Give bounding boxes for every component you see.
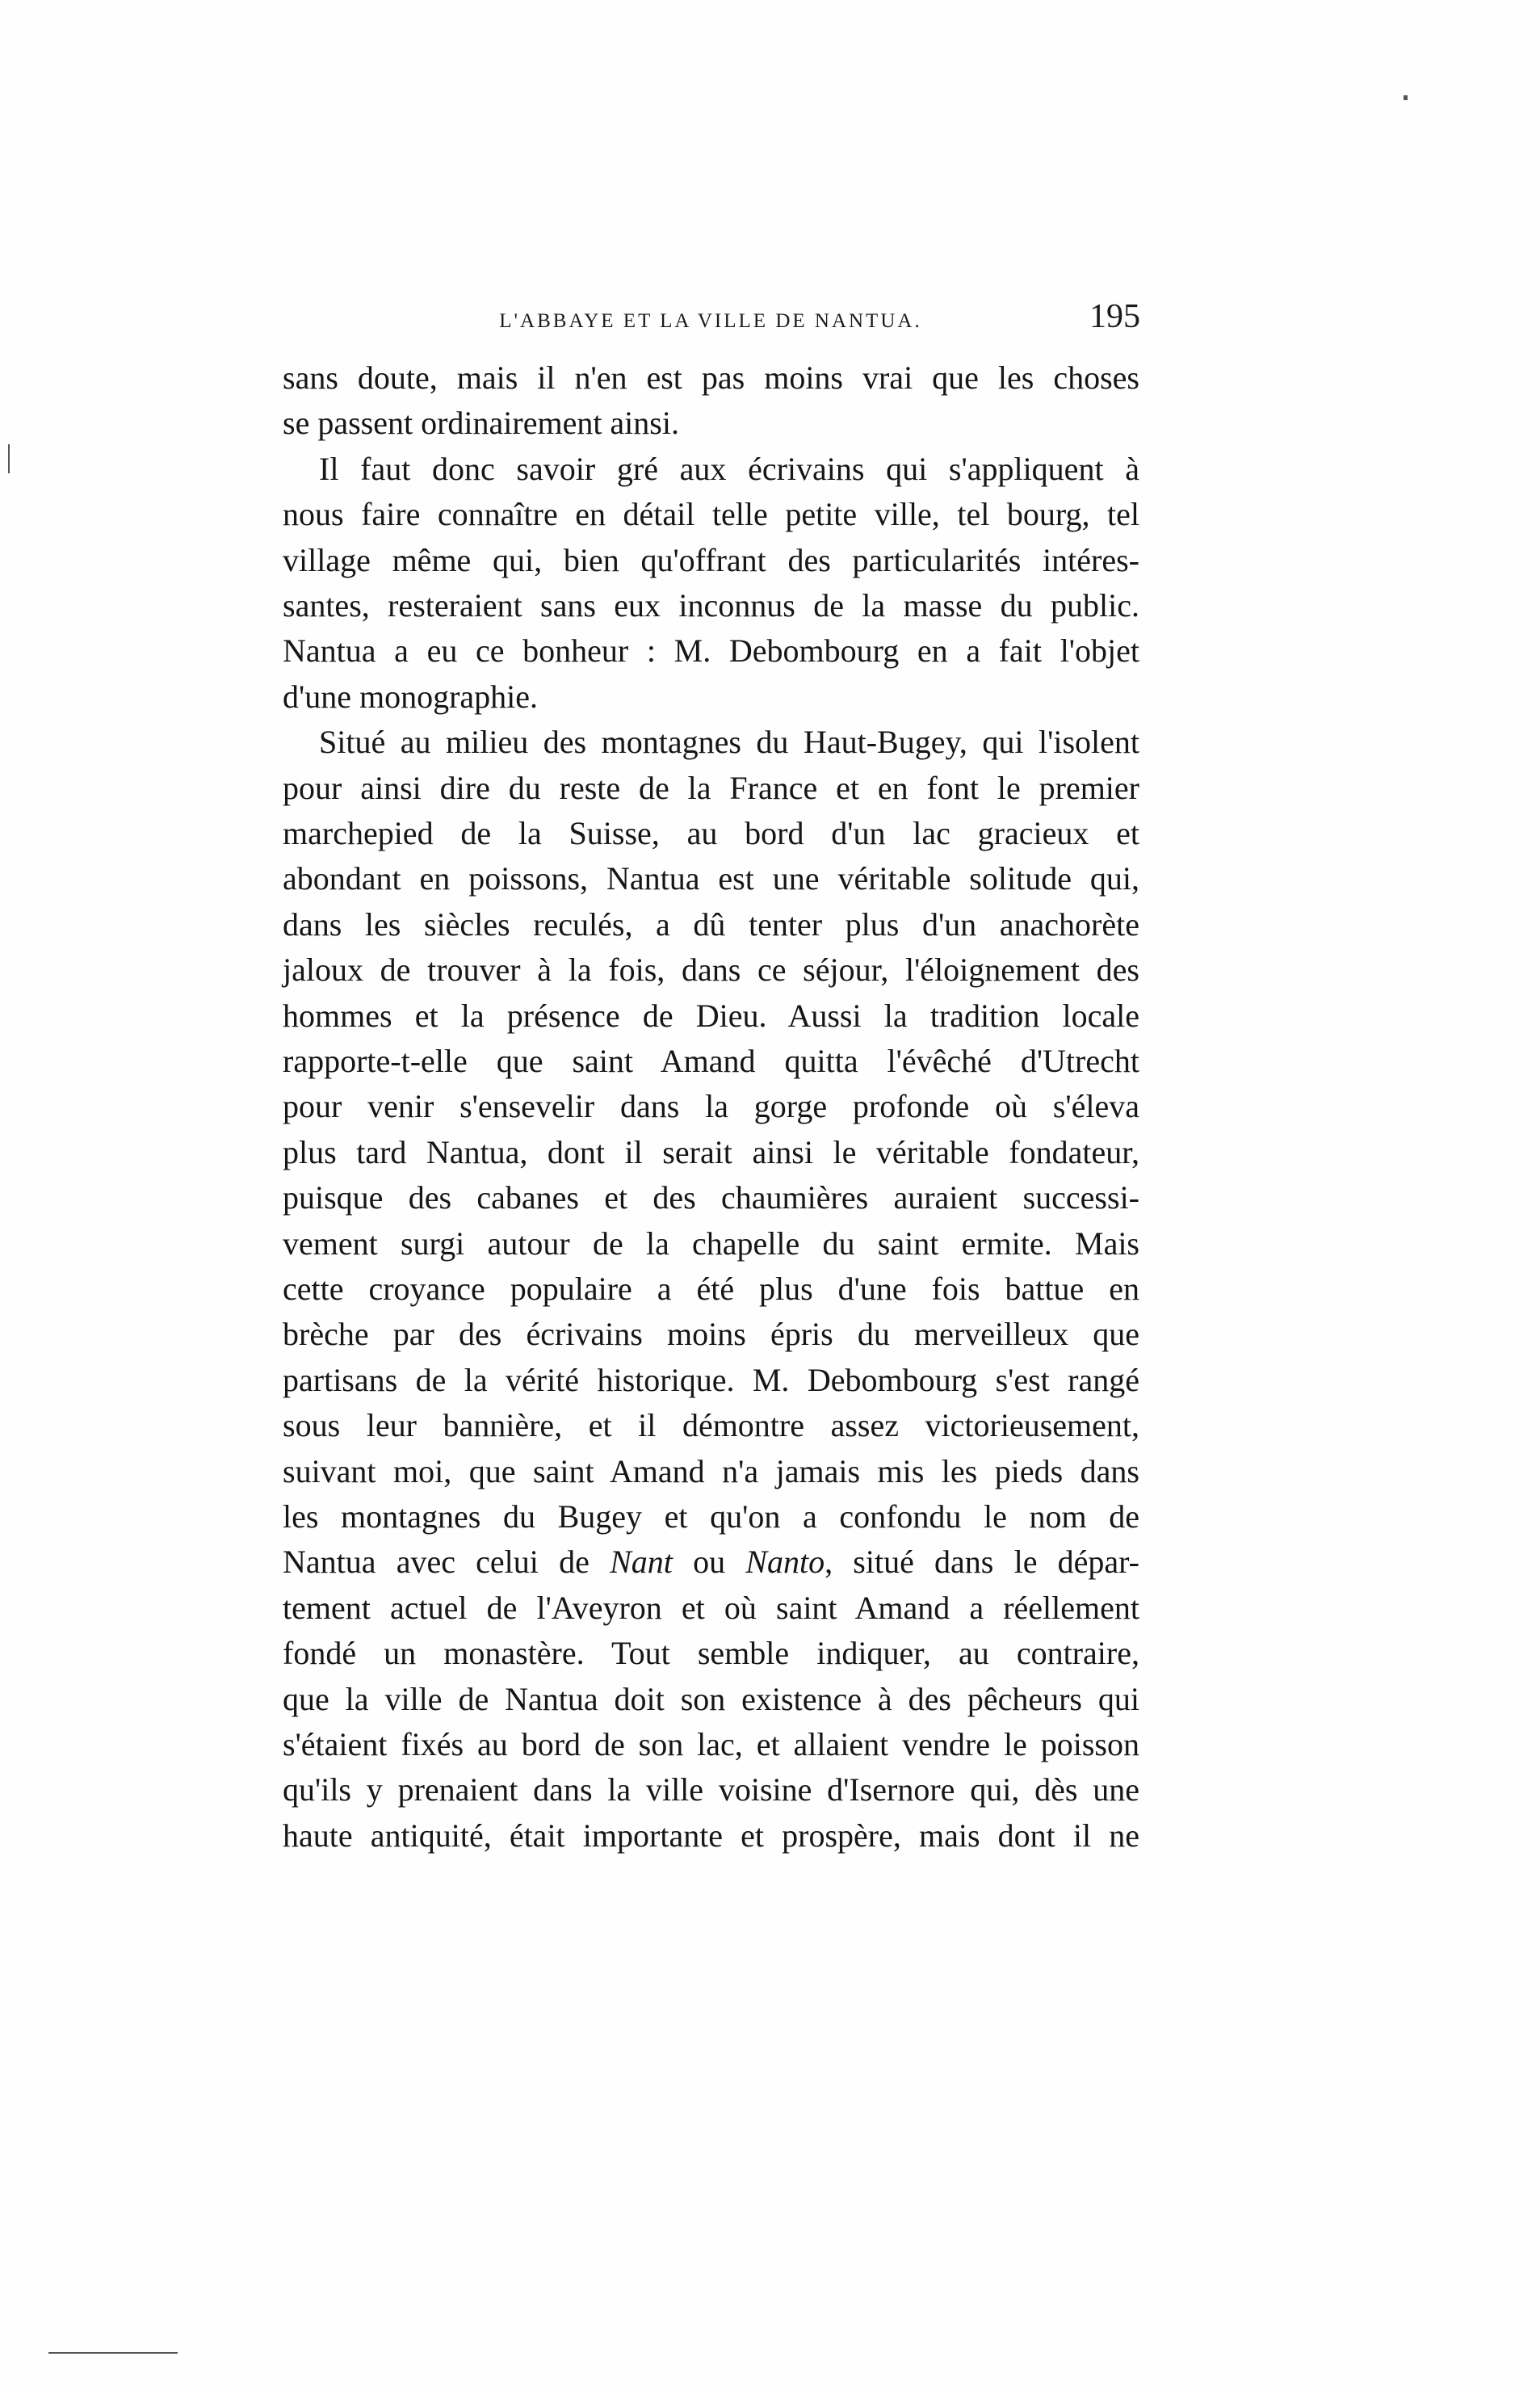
text-line: s'étaient fixés au bord de son lac, et allaient vendre le poisson — [283, 1726, 1139, 1762]
text-line: cette croyance populaire a été plus d'une fois battue en — [283, 1271, 1139, 1307]
text-line — [283, 1540, 1139, 1585]
text-line: fondé un monastère. Tout semble indiquer, au contraire, — [283, 1635, 1139, 1672]
text-line: sous leur bannière, et il démontre assez victorieusement, — [283, 1407, 1139, 1444]
text-line: se passent ordinairement ainsi. — [283, 405, 679, 442]
text-line: brèche par des écrivains moins épris du merveilleux que — [283, 1316, 1139, 1353]
page-number: 195 — [1089, 298, 1140, 335]
text-line: dans les siècles reculés, a dû tenter plus d'un anachorète — [283, 905, 1139, 943]
text-line: nous faire connaître en détail telle petite ville, tel bourg, tel — [283, 496, 1139, 533]
text-line: Situé au milieu des montagnes du Haut-Bugey, qui l'isolent — [319, 724, 1139, 761]
scan-speck — [1404, 95, 1408, 100]
text-line: marchepied de la Suisse, au bord d'un lac gracieux et — [283, 815, 1139, 851]
running-header: L'ABBAYE ET LA VILLE DE NANTUA. — [499, 310, 922, 332]
text-line: hommes et la présence de Dieu. Aussi la tradition locale — [283, 997, 1139, 1034]
text-line: pour ainsi dire du reste de la France et en font le premier — [283, 769, 1139, 806]
text-line: que la ville de Nantua doit son existence à des pêcheurs qui — [283, 1680, 1139, 1717]
italic-text: Nanto — [745, 1544, 825, 1581]
italic-text: Nant — [610, 1544, 673, 1581]
text-line: qu'ils y prenaient dans la ville voisine d'Isernore qui, dès une — [283, 1771, 1139, 1808]
text-line: village même qui, bien qu'offrant des particularités intéres- — [283, 541, 1139, 578]
text-segment: , situé dans le dépar- — [825, 1544, 1139, 1581]
text-line: sans doute, mais il n'en est pas moins vrai que les choses — [283, 359, 1139, 396]
text-line: pour venir s'ensevelir dans la gorge profonde où s'éleva — [283, 1088, 1139, 1125]
text-line: vement surgi autour de la chapelle du saint ermite. Mais — [283, 1225, 1139, 1262]
text-line: puisque des cabanes et des chaumières auraient successi- — [283, 1179, 1139, 1216]
text-line: rapporte-t-elle que saint Amand quitta l'évêché d'Utrecht — [283, 1043, 1139, 1079]
text-line: plus tard Nantua, dont il serait ainsi le véritable fondateur, — [283, 1133, 1139, 1170]
text-line: les montagnes du Bugey et qu'on a confondu le nom de — [283, 1498, 1139, 1535]
text-line: abondant en poissons, Nantua est une véritable solitude qui, — [283, 860, 1139, 897]
scan-bottom-rule — [48, 2352, 178, 2354]
text-segment: Nantua avec celui de — [283, 1544, 611, 1581]
text-line: tement actuel de l'Aveyron et où saint Amand a réellement — [283, 1589, 1139, 1626]
text-line: jaloux de trouver à la fois, dans ce séjour, l'éloignement des — [283, 951, 1139, 989]
text-segment: ou — [672, 1544, 746, 1581]
text-line: haute antiquité, était importante et prospère, mais dont il ne — [283, 1817, 1139, 1854]
scan-edge-line — [8, 444, 10, 473]
text-line: d'une monographie. — [283, 678, 539, 715]
text-line: Il faut donc savoir gré aux écrivains qui s'appliquent à — [319, 450, 1139, 487]
text-line: partisans de la vérité historique. M. Debombourg s'est rangé — [283, 1361, 1139, 1398]
text-line: santes, resteraient sans eux inconnus de la masse du public. — [283, 587, 1139, 624]
text-line: Nantua a eu ce bonheur : M. Debombourg en a fait l'objet — [283, 632, 1139, 670]
text-line: suivant moi, que saint Amand n'a jamais mis les pieds dans — [283, 1452, 1139, 1489]
